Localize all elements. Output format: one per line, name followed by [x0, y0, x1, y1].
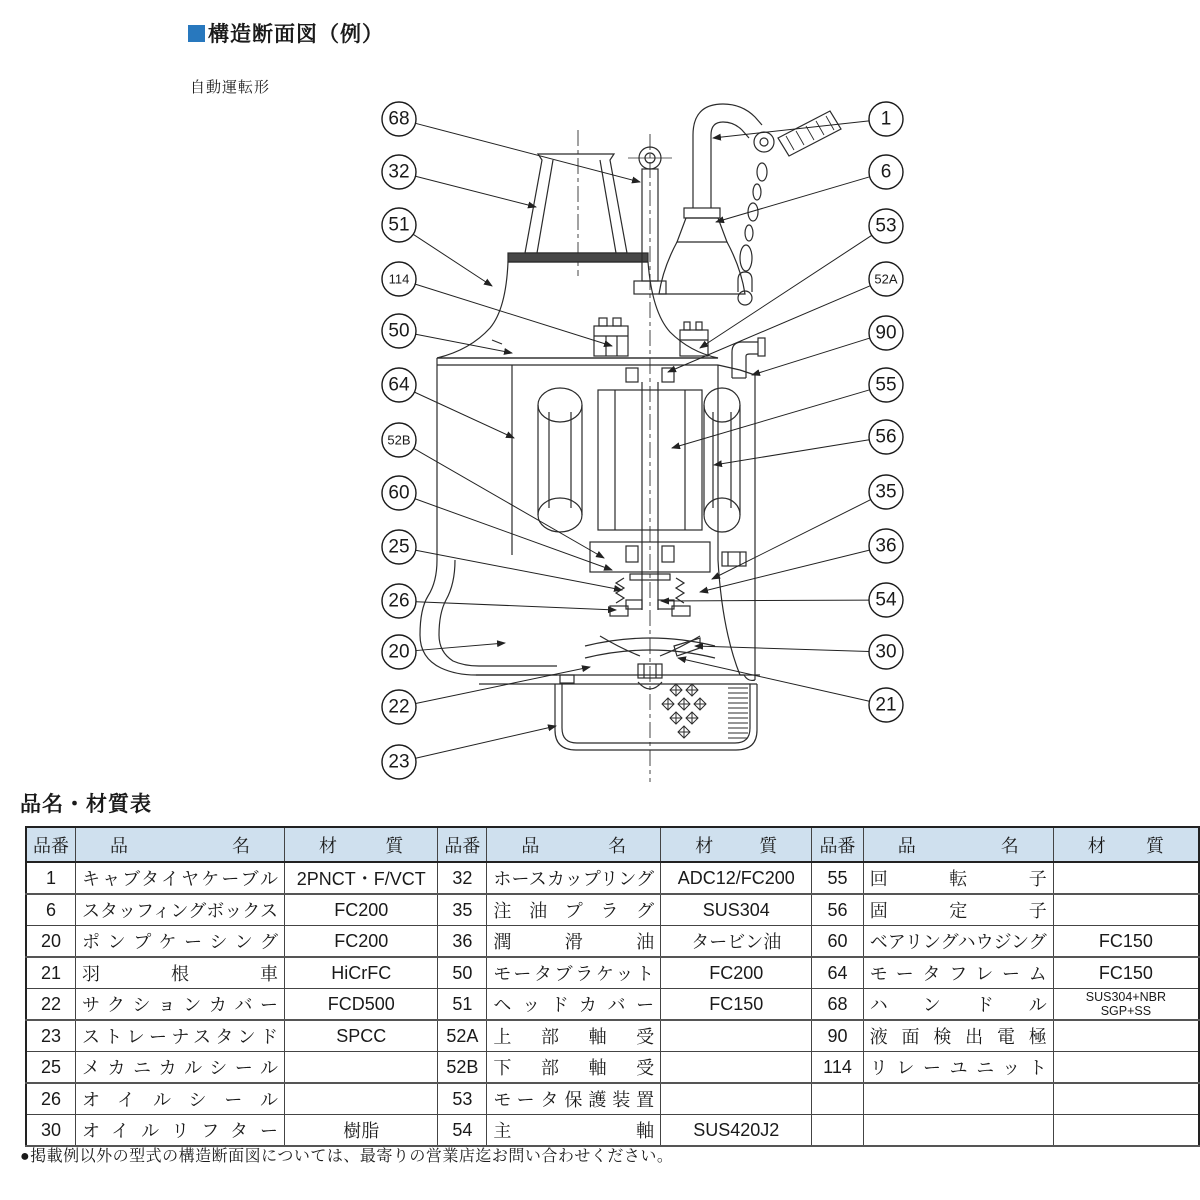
callout-label-26: 26 [388, 590, 410, 612]
cell-part-name: ホースカップリング [487, 862, 661, 894]
cell-material: SPCC [285, 1020, 438, 1052]
cell-part-name: ヘッドカバー [487, 989, 661, 1021]
cell-part-name: 固定子 [863, 894, 1053, 926]
table-row [26, 989, 1199, 1021]
cell-material [1053, 1115, 1199, 1147]
callout-label-60: 60 [388, 482, 410, 504]
cell-part-no: 23 [26, 1020, 76, 1052]
cell-part-name: 上部軸受 [487, 1020, 661, 1052]
cell-part-no [812, 1083, 863, 1115]
header-no: 品番 [438, 827, 487, 862]
cell-material [1053, 894, 1199, 926]
callout-label-22: 22 [388, 696, 410, 718]
cell-part-no: 51 [438, 989, 487, 1021]
strainer-holes [662, 684, 706, 738]
cell-part-no: 52B [438, 1052, 487, 1084]
cell-part-no: 52A [438, 1020, 487, 1052]
header-no: 品番 [812, 827, 863, 862]
cell-material [661, 1083, 812, 1115]
header-material: 材質 [661, 827, 812, 862]
table-row [26, 1020, 1199, 1052]
cell-material: FC200 [285, 894, 438, 926]
callout-label-35: 35 [875, 481, 897, 503]
header-name: 品名 [76, 827, 285, 862]
leader-line-26 [416, 602, 616, 610]
cell-part-no: 35 [438, 894, 487, 926]
cell-material: タービン油 [661, 926, 812, 958]
callout-label-114: 114 [388, 271, 410, 287]
callout-label-52A: 52A [874, 271, 898, 287]
leader-line-35 [712, 500, 871, 579]
cell-part-no: 90 [812, 1020, 863, 1052]
cell-part-no: 50 [438, 957, 487, 989]
callout-label-51: 51 [388, 214, 410, 236]
parts-material-table-grid [25, 826, 1200, 1147]
callout-label-25: 25 [388, 536, 410, 558]
cell-part-no: 54 [438, 1115, 487, 1147]
cell-part-name: キャブタイヤケーブル [76, 862, 285, 894]
table-row [26, 926, 1199, 958]
callout-label-6: 6 [880, 161, 892, 183]
callout-label-56: 56 [875, 426, 897, 448]
table-row [26, 862, 1199, 894]
cell-material: SUS420J2 [661, 1115, 812, 1147]
cell-part-no: 60 [812, 926, 863, 958]
cell-material [1053, 1083, 1199, 1115]
cell-part-no: 68 [812, 989, 863, 1021]
cell-part-name: 羽根車 [76, 957, 285, 989]
cell-material: FC150 [1053, 957, 1199, 989]
leader-line-64 [414, 392, 514, 438]
cell-part-name: サクションカバー [76, 989, 285, 1021]
cell-part-no: 22 [26, 989, 76, 1021]
callout-label-20: 20 [388, 641, 410, 663]
cell-part-name: 下部軸受 [487, 1052, 661, 1084]
callout-label-23: 23 [388, 751, 410, 773]
cell-part-no: 53 [438, 1083, 487, 1115]
title-square-icon [188, 25, 205, 42]
cell-part-name: 主軸 [487, 1115, 661, 1147]
cell-part-no: 114 [812, 1052, 863, 1084]
cell-part-name: 注油プラグ [487, 894, 661, 926]
table-row [26, 1115, 1199, 1147]
cell-material [1053, 1052, 1199, 1084]
table-title: 品名・材質表 [20, 793, 152, 816]
page-title-text: 構造断面図（例） [208, 23, 384, 46]
callout-label-90: 90 [875, 322, 897, 344]
cell-material: HiCrFC [285, 957, 438, 989]
callout-label-30: 30 [875, 641, 897, 663]
cell-part-no: 64 [812, 957, 863, 989]
cell-part-no: 6 [26, 894, 76, 926]
cell-part-no: 56 [812, 894, 863, 926]
page-title [188, 18, 384, 48]
cell-material [1053, 1020, 1199, 1052]
cell-material: 2PNCT・F/VCT [285, 862, 438, 894]
callout-label-1: 1 [880, 108, 892, 130]
cell-material: FC200 [285, 926, 438, 958]
leader-line-52A [668, 286, 870, 372]
callout-label-32: 32 [388, 161, 410, 183]
pump-diagram-svg [0, 90, 1200, 800]
cell-part-no: 55 [812, 862, 863, 894]
callout-label-55: 55 [875, 374, 897, 396]
cell-material [1053, 862, 1199, 894]
cell-part-no: 21 [26, 957, 76, 989]
cell-part-no: 32 [438, 862, 487, 894]
cell-part-name: スタッフィングボックス [76, 894, 285, 926]
cell-part-name: ハンドル [863, 989, 1053, 1021]
cell-part-no: 26 [26, 1083, 76, 1115]
callout-label-21: 21 [875, 694, 897, 716]
leader-line-90 [752, 338, 870, 375]
table-row [26, 894, 1199, 926]
header-material: 材質 [1053, 827, 1199, 862]
cell-part-name [863, 1115, 1053, 1147]
cell-material: 樹脂 [285, 1115, 438, 1147]
leader-line-36 [700, 550, 869, 592]
table-header-row [26, 827, 1199, 862]
cell-part-name: モータフレーム [863, 957, 1053, 989]
leader-line-25 [416, 550, 622, 590]
leader-line-32 [415, 176, 536, 207]
cell-material: SUS304+NBR SGP+SS [1053, 989, 1199, 1021]
leader-line-68 [415, 123, 640, 182]
callout-label-52B: 52B [387, 432, 411, 448]
cell-part-no [812, 1115, 863, 1147]
cell-material: FC150 [661, 989, 812, 1021]
cell-part-no: 25 [26, 1052, 76, 1084]
callout-label-68: 68 [388, 108, 410, 130]
cell-part-name: ベアリングハウジング [863, 926, 1053, 958]
leader-line-20 [416, 643, 505, 651]
footnote: ●掲載例以外の型式の構造断面図については、最寄りの営業店迄お問い合わせください。 [20, 1148, 674, 1165]
cell-part-name [863, 1083, 1053, 1115]
leader-line-1 [713, 121, 869, 138]
leader-line-30 [695, 646, 869, 651]
leader-line-50 [416, 334, 512, 353]
leader-line-114 [415, 284, 612, 346]
cell-part-name: 回転子 [863, 862, 1053, 894]
leader-line-54 [661, 600, 869, 601]
cell-material: FCD500 [285, 989, 438, 1021]
cell-material [661, 1020, 812, 1052]
cell-part-name: ストレーナスタンド [76, 1020, 285, 1052]
table-row [26, 957, 1199, 989]
cell-material: SUS304 [661, 894, 812, 926]
table-row [26, 1083, 1199, 1115]
leader-line-6 [716, 177, 870, 222]
cell-material: FC200 [661, 957, 812, 989]
callout-label-54: 54 [875, 589, 897, 611]
cell-material [661, 1052, 812, 1084]
callout-label-53: 53 [875, 215, 897, 237]
cell-part-name: モータ保護装置 [487, 1083, 661, 1115]
cell-part-name: オイルリフター [76, 1115, 285, 1147]
leader-line-23 [416, 726, 556, 758]
header-material: 材質 [285, 827, 438, 862]
callout-label-36: 36 [875, 535, 897, 557]
cell-part-name: 潤滑油 [487, 926, 661, 958]
header-name: 品名 [863, 827, 1053, 862]
leader-line-56 [714, 440, 869, 465]
leader-line-21 [678, 658, 869, 701]
callout-label-50: 50 [388, 320, 410, 342]
cell-part-name: モータブラケット [487, 957, 661, 989]
cell-part-name: リレーユニット [863, 1052, 1053, 1084]
cell-material: ADC12/FC200 [661, 862, 812, 894]
cell-part-no: 20 [26, 926, 76, 958]
cell-part-no: 30 [26, 1115, 76, 1147]
leader-line-51 [413, 234, 492, 286]
pump-body [420, 104, 841, 750]
cell-material [285, 1083, 438, 1115]
header-name: 品名 [487, 827, 661, 862]
header-no: 品番 [26, 827, 76, 862]
diagram-subtitle: 自動運転形 [190, 79, 271, 96]
cell-material: FC150 [1053, 926, 1199, 958]
cell-part-no: 36 [438, 926, 487, 958]
cell-part-name: オイルシール [76, 1083, 285, 1115]
cell-part-name: 液面検出電極 [863, 1020, 1053, 1052]
leader-line-22 [416, 667, 590, 704]
pump-cross-section-diagram [0, 90, 1200, 800]
cell-part-no: 1 [26, 862, 76, 894]
table-row [26, 1052, 1199, 1084]
leader-line-53 [700, 235, 872, 348]
callout-label-64: 64 [388, 374, 410, 396]
cell-material [285, 1052, 438, 1084]
cell-part-name: メカニカルシール [76, 1052, 285, 1084]
cell-part-name: ポンプケーシング [76, 926, 285, 958]
